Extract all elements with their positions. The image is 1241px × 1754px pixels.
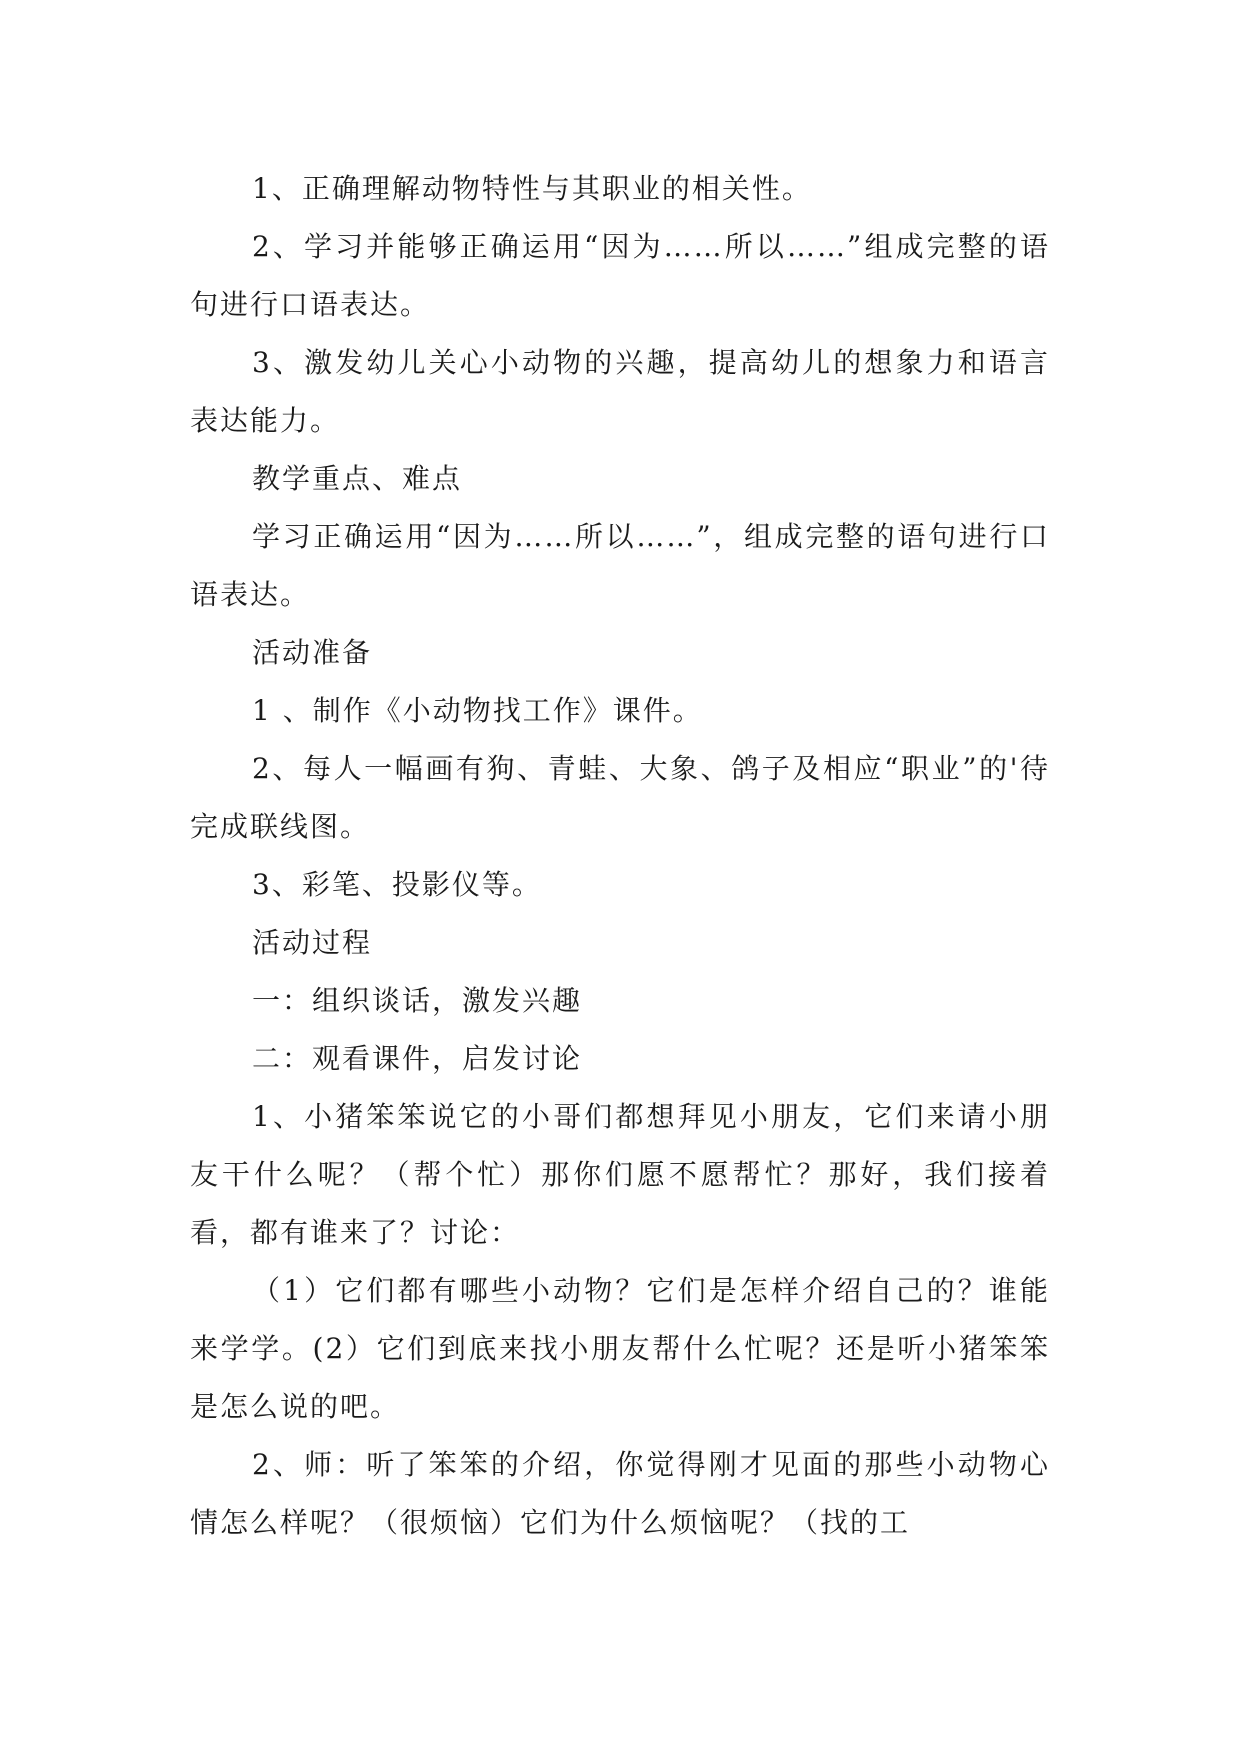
paragraph-process-step-2: 二：观看课件，启发讨论 [252,1042,583,1075]
paragraph-goal-3: 3、激发幼儿关心小动物的兴趣，提高幼儿的想象力和语言表达能力。 [190,346,1050,437]
paragraph-preparation-1: 1 、制作《小动物找工作》课件。 [252,694,703,727]
heading-preparation: 活动准备 [252,636,373,669]
paragraph-key-points: 学习正确运用“因为……所以……”，组成完整的语句进行口语表达。 [190,520,1050,611]
paragraph-goal-1: 1、正确理解动物特性与其职业的相关性。 [252,172,812,205]
heading-key-points: 教学重点、难点 [252,462,463,495]
heading-process: 活动过程 [252,926,373,959]
paragraph-discussion-2: 2、师：听了笨笨的介绍，你觉得刚才见面的那些小动物心情怎么样呢？（很烦恼）它们为什么烦恼呢？（找的工 [190,1448,1050,1539]
paragraph-preparation-2: 2、每人一幅画有狗、青蛙、大象、鸽子及相应“职业”的'待完成联线图。 [190,752,1050,843]
paragraph-preparation-3: 3、彩笔、投影仪等。 [252,868,542,901]
paragraph-discussion-1: 1、小猪笨笨说它的小哥们都想拜见小朋友，它们来请小朋友干什么呢？（帮个忙）那你们愿不愿帮忙？那好，我们接着看，都有谁来了？讨论： [190,1100,1050,1249]
paragraph-process-step-1: 一：组织谈话，激发兴趣 [252,984,583,1017]
paragraph-goal-2: 2、学习并能够正确运用“因为……所以……”组成完整的语句进行口语表达。 [190,230,1050,321]
paragraph-discussion-questions: （1）它们都有哪些小动物？它们是怎样介绍自己的？谁能来学学。(2）它们到底来找小朋友帮什么忙呢？还是听小猪笨笨是怎么说的吧。 [190,1274,1050,1423]
document-body [190,160,1050,1552]
